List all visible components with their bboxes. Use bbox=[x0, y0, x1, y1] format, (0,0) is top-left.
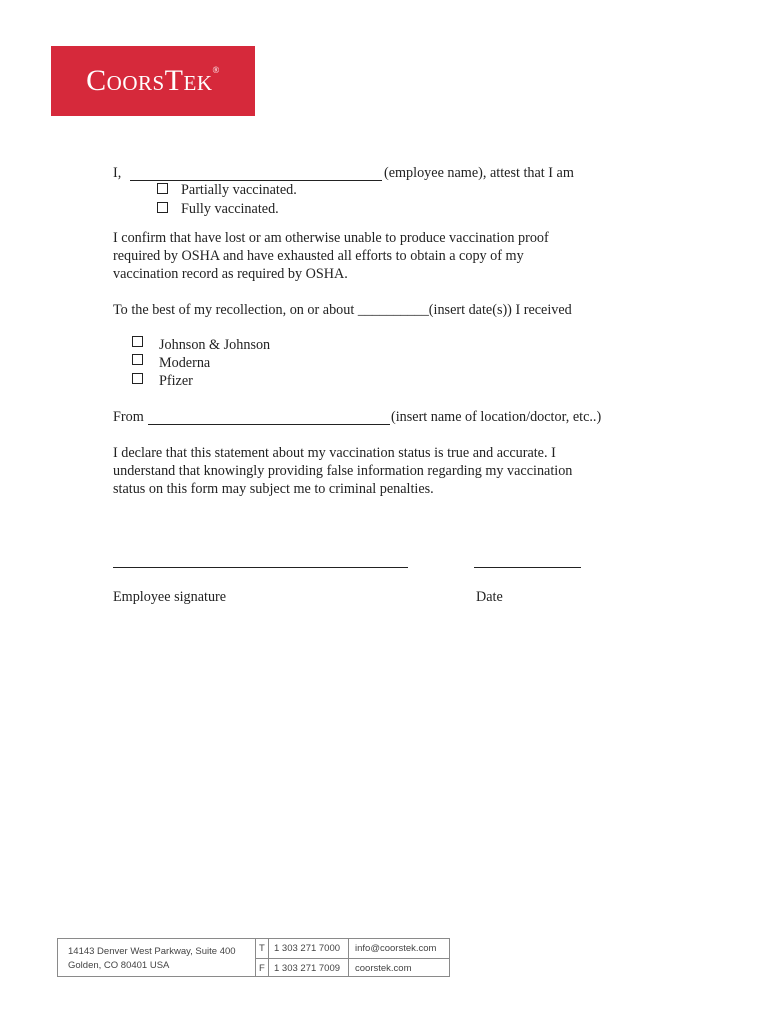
recollection-text: To the best of my recollection, on or about __________(insert date(s)) I received bbox=[113, 302, 572, 318]
employee-name-field[interactable] bbox=[130, 163, 382, 181]
footer-address-line2: Golden, CO 80401 USA bbox=[68, 960, 170, 971]
declare-line: I declare that this statement about my vaccination status is true and accurate. I bbox=[113, 445, 556, 461]
signature-label: Employee signature bbox=[113, 589, 227, 605]
footer-contact-box bbox=[57, 938, 450, 977]
moderna-checkbox[interactable] bbox=[132, 354, 143, 365]
from-prefix: From bbox=[113, 409, 144, 425]
johnson-checkbox[interactable] bbox=[132, 336, 143, 347]
attest-suffix: (employee name), attest that I am bbox=[384, 165, 574, 181]
footer-address-line1: 14143 Denver West Parkway, Suite 400 bbox=[68, 946, 236, 957]
location-field[interactable] bbox=[148, 408, 390, 425]
confirm-line: required by OSHA and have exhausted all efforts to obtain a copy of my bbox=[113, 248, 524, 264]
confirm-line: I confirm that have lost or am otherwise unable to produce vaccination proof bbox=[113, 230, 549, 246]
option-fully-vaccinated: Fully vaccinated. bbox=[181, 201, 279, 217]
option-partially-vaccinated: Partially vaccinated. bbox=[181, 182, 297, 198]
footer-email: info@coorstek.com bbox=[355, 943, 437, 954]
fully-vaccinated-checkbox[interactable] bbox=[157, 202, 168, 213]
partially-vaccinated-checkbox[interactable] bbox=[157, 183, 168, 194]
signature-field[interactable] bbox=[113, 553, 408, 568]
declare-line: status on this form may subject me to criminal penalties. bbox=[113, 481, 434, 497]
footer-tel-label: T bbox=[259, 943, 265, 954]
date-field[interactable] bbox=[474, 553, 581, 568]
from-suffix: (insert name of location/doctor, etc..) bbox=[391, 409, 602, 425]
declare-line: understand that knowingly providing false information regarding my vaccination bbox=[113, 463, 573, 479]
confirm-line: vaccination record as required by OSHA. bbox=[113, 266, 348, 282]
logo-text: CoorsTek® bbox=[86, 64, 220, 97]
attest-prefix: I, bbox=[113, 165, 122, 181]
vaccine-moderna: Moderna bbox=[159, 355, 211, 371]
vaccine-pfizer: Pfizer bbox=[159, 373, 193, 389]
footer-fax-label: F bbox=[259, 963, 265, 974]
footer-fax: 1 303 271 7009 bbox=[274, 963, 341, 974]
pfizer-checkbox[interactable] bbox=[132, 373, 143, 384]
footer-tel: 1 303 271 7000 bbox=[274, 943, 341, 954]
date-label: Date bbox=[476, 589, 503, 605]
footer-website: coorstek.com bbox=[355, 963, 412, 974]
vaccine-johnson: Johnson & Johnson bbox=[159, 337, 271, 353]
company-logo bbox=[51, 46, 255, 116]
